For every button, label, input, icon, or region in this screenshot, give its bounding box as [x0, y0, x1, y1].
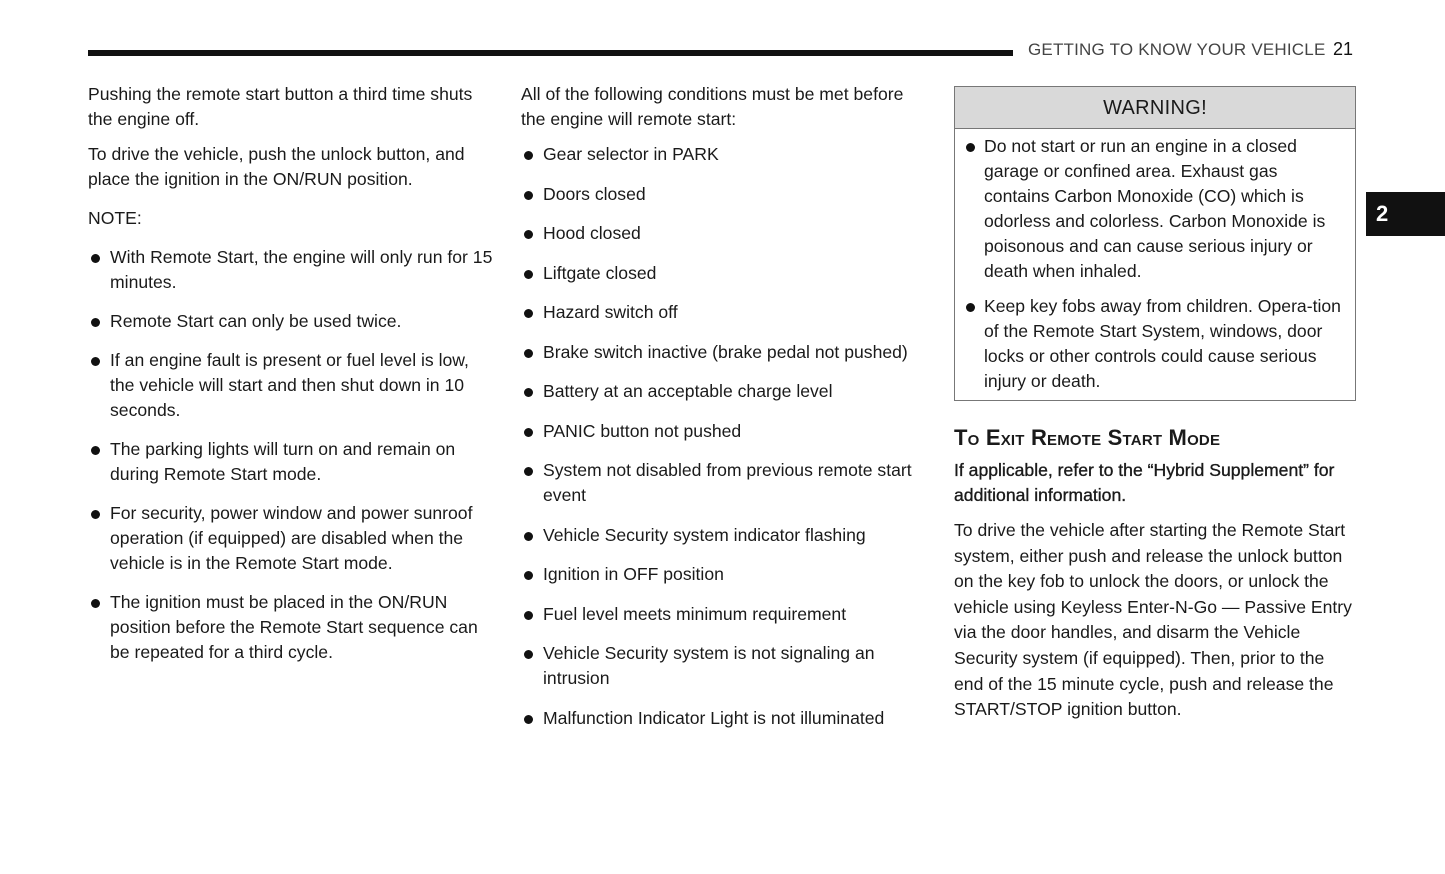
bullet-icon — [524, 428, 533, 437]
column-right — [954, 86, 1356, 733]
list-item: Doors closed — [521, 182, 931, 207]
list-item: Remote Start can only be used twice. — [88, 309, 493, 334]
list-item: Do not start or run an engine in a closed garage or confined area. Exhaust gas contains Carbon Monoxide (CO) which is odorless and colorless. Carbon Monoxide is poisonous and can cause serious injury or death when inhaled. — [963, 134, 1347, 284]
bullet-icon — [524, 715, 533, 724]
chapter-tab: 2 — [1366, 192, 1445, 236]
bullet-icon — [524, 611, 533, 620]
conditions-intro: All of the following conditions must be met before the engine will remote start: — [521, 84, 904, 129]
column-middle — [521, 82, 931, 745]
warning-title: WARNING! — [955, 87, 1355, 129]
bullet-icon — [91, 446, 100, 455]
list-item: For security, power window and power sunroof operation (if equipped) are disabled when the vehicle is in the Remote Start mode. — [88, 501, 493, 576]
bullet-icon — [524, 349, 533, 358]
warning-body — [955, 129, 1355, 400]
list-item: Battery at an acceptable charge level — [521, 379, 931, 404]
bullet-icon — [524, 532, 533, 541]
list-item: System not disabled from previous remote start event — [521, 458, 931, 508]
hybrid-supplement-note: If applicable, refer to the “Hybrid Supplement” for additional information. — [954, 460, 1335, 505]
list-item: Liftgate closed — [521, 261, 931, 286]
list-item: PANIC button not pushed — [521, 419, 931, 444]
list-item: Hazard switch off — [521, 300, 931, 325]
exit-remote-start-paragraph: To drive the vehicle after starting the Remote Start system, either push and release the unlock button on the key fob to unlock the doors, or unlock the vehicle using Keyless Enter-N-Go — Passive Entry via the door handles, and disarm the Vehicle Security system (if equipped). Then, prior to the end of the 15 minute cycle, push and release the START/STOP ignition button. — [954, 520, 1352, 720]
list-item: With Remote Start, the engine will only run for 15 minutes. — [88, 245, 493, 295]
bullet-icon — [91, 510, 100, 519]
bullet-icon — [524, 571, 533, 580]
list-item: Ignition in OFF position — [521, 562, 931, 587]
list-item: Gear selector in PARK — [521, 142, 931, 167]
note-label: NOTE: — [88, 208, 142, 228]
bullet-icon — [91, 357, 100, 366]
bullet-icon — [91, 254, 100, 263]
bullet-icon — [966, 303, 975, 312]
note-list — [88, 245, 493, 665]
list-item: Hood closed — [521, 221, 931, 246]
bullet-icon — [524, 309, 533, 318]
header-rule — [88, 50, 1013, 56]
bullet-icon — [524, 191, 533, 200]
running-header-title: GETTING TO KNOW YOUR VEHICLE — [1028, 40, 1326, 59]
list-item: Vehicle Security system is not signaling an intrusion — [521, 641, 931, 691]
list-item: Fuel level meets minimum requirement — [521, 602, 931, 627]
warning-list — [963, 134, 1347, 394]
list-item: Keep key fobs away from children. Opera-tion of the Remote Start System, windows, door locks or other controls could cause serious injury or death. — [963, 294, 1347, 394]
warning-box — [954, 86, 1356, 401]
bullet-icon — [524, 467, 533, 476]
bullet-icon — [524, 650, 533, 659]
column-left — [88, 82, 493, 679]
list-item: Vehicle Security system indicator flashing — [521, 523, 931, 548]
bullet-icon — [91, 599, 100, 608]
section-heading: To Exit Remote Start Mode — [954, 425, 1221, 450]
list-item: The parking lights will turn on and remain on during Remote Start mode. — [88, 437, 493, 487]
bullet-icon — [524, 270, 533, 279]
paragraph-third-press: Pushing the remote start button a third time shuts the engine off. — [88, 84, 473, 129]
list-item: The ignition must be placed in the ON/RUN position before the Remote Start sequence can be repeated for a third cycle. — [88, 590, 493, 665]
bullet-icon — [91, 318, 100, 327]
bullet-icon — [524, 230, 533, 239]
bullet-icon — [524, 388, 533, 397]
list-item: Brake switch inactive (brake pedal not pushed) — [521, 340, 931, 365]
conditions-list — [521, 142, 931, 731]
bullet-icon — [966, 143, 975, 152]
list-item: If an engine fault is present or fuel level is low, the vehicle will start and then shut down in 10 seconds. — [88, 348, 493, 423]
page-number: 21 — [1333, 39, 1354, 59]
list-item: Malfunction Indicator Light is not illuminated — [521, 706, 931, 731]
paragraph-drive-vehicle: To drive the vehicle, push the unlock button, and place the ignition in the ON/RUN position. — [88, 144, 465, 189]
bullet-icon — [524, 151, 533, 160]
